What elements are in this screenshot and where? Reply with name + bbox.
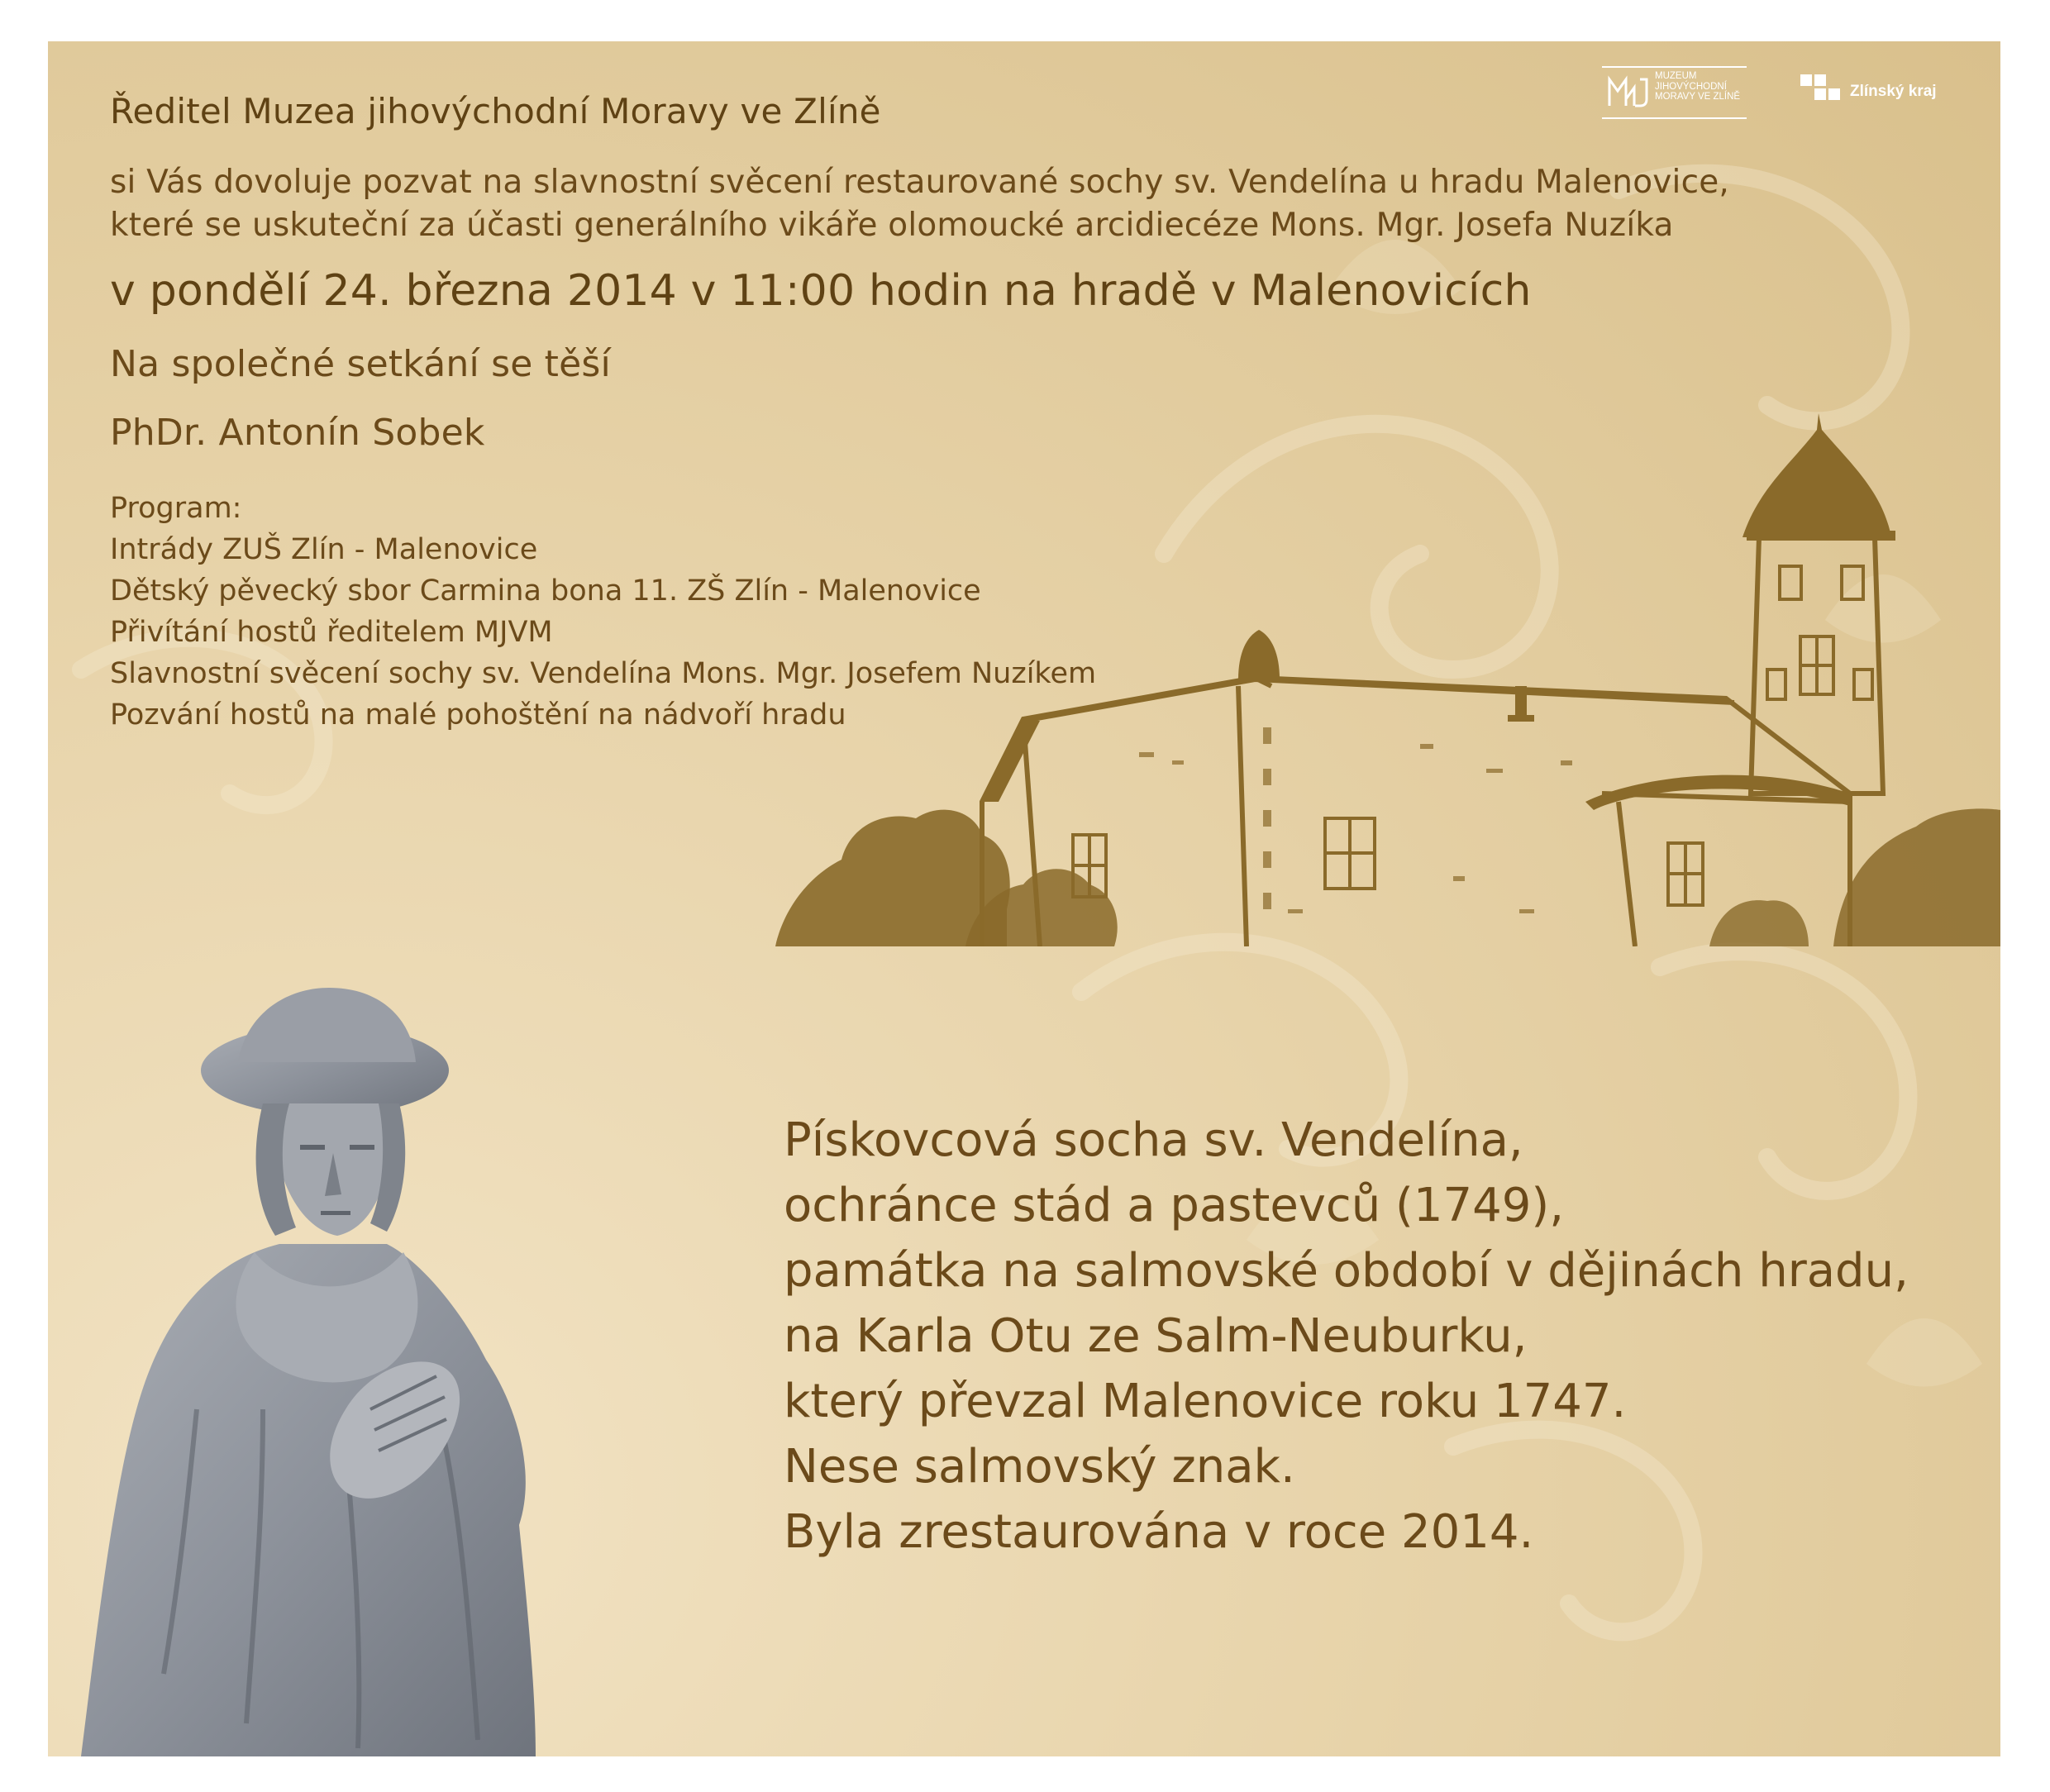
invitation-card: [48, 41, 2000, 1756]
program-heading: Program:: [110, 492, 242, 525]
page-title: Ředitel Muzea jihovýchodní Moravy ve Zlíně: [110, 91, 881, 131]
event-date: v pondělí 24. března 2014 v 11:00 hodin na hradě v Malenovicích: [110, 266, 1532, 316]
castle-illustration: [775, 413, 2000, 946]
region-mark-square: [1828, 88, 1840, 100]
museum-mark-icon: [1607, 74, 1650, 109]
description-line: ochránce stád a pastevců (1749),: [784, 1179, 1565, 1232]
museum-logo-line: JIHOVÝCHODNÍ: [1655, 81, 1727, 92]
statue-illustration: [73, 979, 635, 1756]
museum-logo-line: MUZEUM: [1655, 71, 1697, 81]
meeting-line: Na společné setkání se těší: [110, 343, 611, 385]
program-item: Přivítání hostů ředitelem MJVM: [110, 616, 553, 649]
museum-logo-line: MORAVY VE ZLÍNĚ: [1655, 92, 1741, 102]
region-mark-square: [1814, 88, 1826, 100]
region-logo: [1800, 74, 1949, 107]
description-line: Byla zrestaurována v roce 2014.: [784, 1505, 1534, 1559]
region-mark-icon: [1800, 74, 1812, 86]
statue-description: [784, 1108, 1909, 1565]
description-line: Pískovcová socha sv. Vendelína,: [784, 1113, 1523, 1167]
program-item: Pozvání hostů na malé pohoštění na nádvoří hradu: [110, 698, 846, 732]
region-mark-square: [1814, 74, 1826, 86]
description-line: památka na salmovské období v dějinách hradu,: [784, 1244, 1909, 1298]
program-item: Slavnostní svěcení sochy sv. Vendelína Mons. Mgr. Josefem Nuzíkem: [110, 657, 1097, 690]
program-item: Dětský pěvecký sbor Carmina bona 11. ZŠ Zlín - Malenovice: [110, 574, 981, 608]
region-name: Zlínský kraj: [1850, 83, 1937, 100]
description-line: na Karla Otu ze Salm-Neuburku,: [784, 1309, 1528, 1363]
invitation-line: si Vás dovoluje pozvat na slavnostní svěcení restaurované sochy sv. Vendelína u hradu Malenovice,: [110, 164, 1730, 201]
description-line: který převzal Malenovice roku 1747.: [784, 1375, 1627, 1428]
invitation-line: které se uskuteční za účasti generálního vikáře olomoucké arcidiecéze Mons. Mgr. Josefa Nuzíka: [110, 207, 1674, 244]
signatory-name: PhDr. Antonín Sobek: [110, 412, 485, 454]
description-line: Nese salmovský znak.: [784, 1440, 1295, 1494]
museum-logo: [1602, 66, 1747, 119]
program-item: Intrády ZUŠ Zlín - Malenovice: [110, 533, 538, 566]
